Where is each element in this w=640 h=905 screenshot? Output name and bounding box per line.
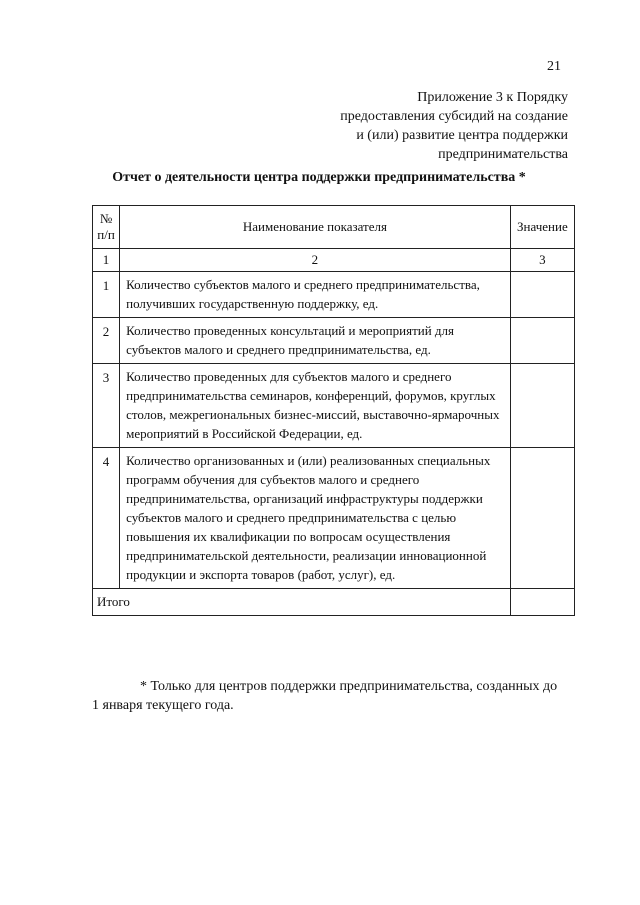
table-row — [93, 364, 575, 448]
appendix-line: и (или) развитие центра поддержки — [356, 128, 568, 143]
column-number: 1 — [93, 249, 120, 272]
appendix-reference — [280, 88, 568, 164]
footnote: * Только для центров поддержки предпринимательства, созданных до 1 января текущего года. — [92, 679, 558, 713]
indicator-name: Количество проведенных консультаций и мероприятий для субъектов малого и среднего предпринимательства, ед. — [120, 318, 511, 364]
column-number: 2 — [120, 249, 511, 272]
row-number: 1 — [93, 272, 120, 318]
table-row — [93, 318, 575, 364]
indicator-value — [510, 364, 574, 448]
column-numbering-row — [93, 249, 575, 272]
indicator-name: Количество субъектов малого и среднего предпринимательства, получивших государственную поддержку, ед. — [120, 272, 511, 318]
total-label: Итого — [93, 589, 511, 616]
indicator-value — [510, 318, 574, 364]
table-row — [93, 272, 575, 318]
total-value — [510, 589, 574, 616]
row-number: 2 — [93, 318, 120, 364]
indicator-value — [510, 448, 574, 589]
table-row — [93, 448, 575, 589]
header-value: Значение — [510, 206, 574, 249]
indicator-value — [510, 272, 574, 318]
appendix-line: предоставления субсидий на создание — [340, 109, 568, 124]
table-header-row — [93, 206, 575, 249]
indicator-name: Количество организованных и (или) реализованных специальных программ обучения для субъектов малого и среднего предпринимательства, организаций инфраструктуры поддержки субъектов малого и среднего предпринимательства с целью повышения их квалификации по вопросам осуществления предпринимательской деятельности, реализации инновационной продукции и экспорта товаров (работ, услуг), ед. — [120, 448, 511, 589]
row-number: 4 — [93, 448, 120, 589]
report-table — [92, 205, 575, 616]
page-number: 21 — [547, 59, 561, 74]
column-number: 3 — [510, 249, 574, 272]
row-number: 3 — [93, 364, 120, 448]
report-title: Отчет о деятельности центра поддержки предпринимательства * — [112, 170, 526, 185]
total-row — [93, 589, 575, 616]
header-num: № п/п — [93, 206, 120, 249]
appendix-line: Приложение 3 к Порядку — [417, 90, 568, 105]
header-name: Наименование показателя — [120, 206, 511, 249]
indicator-name: Количество проведенных для субъектов малого и среднего предпринимательства семинаров, конференций, форумов, круглых столов, межрегиональных бизнес-миссий, выставочно-ярмарочных мероприятий в Российской Федерации, ед. — [120, 364, 511, 448]
appendix-line: предпринимательства — [438, 147, 568, 162]
